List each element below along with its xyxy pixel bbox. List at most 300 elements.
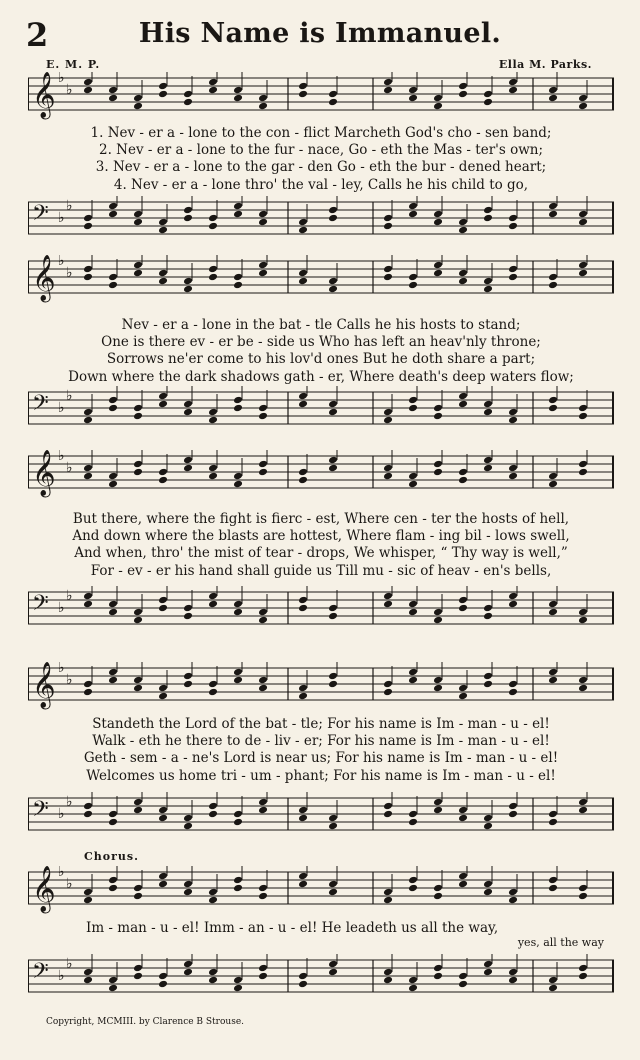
note-head — [408, 94, 418, 103]
note-head — [108, 676, 118, 685]
note-head — [258, 608, 268, 617]
note-head — [183, 285, 193, 294]
treble-staff-lines — [28, 72, 614, 120]
note-head — [328, 814, 338, 823]
note-head — [508, 810, 518, 819]
note-head — [578, 460, 588, 469]
note-head — [408, 810, 418, 819]
lyric-line: 2. Nev - er a - lone to the fur - nace, Go - eth the Mas - ter's own; — [98, 142, 544, 159]
note-head — [408, 818, 418, 827]
note-head — [508, 680, 518, 689]
note-head — [258, 684, 268, 693]
bass-staff — [28, 386, 614, 434]
note-head — [208, 265, 218, 274]
note-head — [578, 892, 588, 901]
note-head — [408, 884, 418, 893]
note-head — [483, 285, 493, 294]
lyric-line: And when, thro' the mist of tear - drops, We whisper, “ Thy way is well,” — [74, 545, 568, 562]
note-head — [578, 616, 588, 625]
note-head — [408, 396, 418, 405]
note-head — [483, 672, 493, 681]
treble-staff-lines — [28, 450, 614, 498]
note-head — [578, 684, 588, 693]
note-head — [383, 688, 393, 697]
lyric-line: Sorrows ne'er come to his lov'd ones But he doth share a part; — [106, 351, 536, 368]
note-head — [298, 692, 308, 701]
note-head — [83, 265, 93, 274]
note-head — [233, 818, 243, 827]
note-head — [108, 86, 118, 95]
note-head — [133, 261, 143, 270]
bass-staff-lines — [28, 386, 614, 434]
note-head — [548, 668, 558, 677]
note-head — [548, 472, 558, 481]
treble-clef-icon: 𝄞 — [32, 662, 56, 708]
note-head — [508, 408, 518, 417]
note-head — [158, 684, 168, 693]
note-head — [578, 964, 588, 973]
note-head — [83, 86, 93, 95]
note-head — [233, 472, 243, 481]
note-head — [298, 604, 308, 613]
note-head — [108, 273, 118, 282]
note-head — [258, 261, 268, 270]
note-head — [83, 896, 93, 905]
note-head — [483, 888, 493, 897]
note-head — [258, 412, 268, 421]
note-head — [208, 408, 218, 417]
note-head — [458, 468, 468, 477]
bass-staff-lines — [28, 792, 614, 840]
flat-icon: ♭ — [58, 968, 65, 984]
note-head — [183, 400, 193, 409]
bass-staff-lines — [28, 196, 614, 244]
note-head — [183, 98, 193, 107]
note-head — [208, 86, 218, 95]
note-head — [83, 78, 93, 87]
treble-staff — [28, 866, 614, 914]
flat-icon: ♭ — [58, 866, 65, 880]
note-head — [483, 214, 493, 223]
note-head — [458, 880, 468, 889]
lyric-line: Im - man - u - el! Imm - an - u - el! He leadeth us all the way, — [86, 920, 499, 936]
note-head — [383, 968, 393, 977]
note-head — [108, 818, 118, 827]
note-head — [508, 472, 518, 481]
note-head — [383, 802, 393, 811]
note-head — [183, 822, 193, 831]
note-head — [133, 964, 143, 973]
note-head — [578, 798, 588, 807]
note-head — [508, 688, 518, 697]
note-head — [233, 676, 243, 685]
note-head — [458, 82, 468, 91]
note-head — [298, 980, 308, 989]
note-head — [108, 608, 118, 617]
flat-icon: ♭ — [58, 600, 65, 616]
note-head — [548, 94, 558, 103]
note-head — [83, 968, 93, 977]
note-head — [578, 269, 588, 278]
note-head — [158, 604, 168, 613]
note-head — [158, 596, 168, 605]
flat-icon: ♭ — [66, 265, 73, 281]
note-head — [208, 273, 218, 282]
note-head — [328, 214, 338, 223]
note-head — [578, 102, 588, 111]
note-head — [83, 680, 93, 689]
note-head — [258, 964, 268, 973]
note-head — [548, 600, 558, 609]
note-head — [433, 460, 443, 469]
note-head — [298, 684, 308, 693]
note-head — [433, 884, 443, 893]
treble-staff — [28, 255, 614, 303]
note-head — [108, 668, 118, 677]
bass-staff-lines — [28, 586, 614, 634]
note-head — [483, 400, 493, 409]
note-head — [508, 86, 518, 95]
note-head — [328, 880, 338, 889]
note-head — [258, 892, 268, 901]
verse-lyrics — [28, 125, 614, 194]
note-head — [183, 408, 193, 417]
note-head — [83, 472, 93, 481]
flat-icon: ♭ — [66, 956, 73, 972]
chorus-label: Chorus. — [84, 850, 139, 863]
note-head — [383, 86, 393, 95]
note-head — [328, 285, 338, 294]
note-head — [483, 822, 493, 831]
note-head — [578, 404, 588, 413]
note-head — [548, 984, 558, 993]
note-head — [83, 214, 93, 223]
note-head — [408, 210, 418, 219]
note-head — [208, 222, 218, 231]
note-head — [383, 888, 393, 897]
note-head — [158, 468, 168, 477]
note-head — [483, 206, 493, 215]
alt-lyric: yes, all the way — [517, 936, 604, 949]
note-head — [208, 888, 218, 897]
lyric-line: And down where the blasts are hottest, Where flam - ing bil - lows swell, — [72, 528, 570, 545]
note-head — [233, 810, 243, 819]
note-head — [328, 612, 338, 621]
bass-staff — [28, 954, 614, 1002]
note-head — [208, 464, 218, 473]
note-head — [83, 408, 93, 417]
note-head — [408, 281, 418, 290]
note-head — [233, 480, 243, 489]
note-head — [83, 888, 93, 897]
note-head — [408, 668, 418, 677]
note-head — [133, 412, 143, 421]
note-head — [508, 464, 518, 473]
note-head — [208, 214, 218, 223]
note-head — [133, 608, 143, 617]
note-head — [433, 964, 443, 973]
note-head — [298, 806, 308, 815]
lyric-line: For - ev - er his hand shall guide us Till mu - sic of heav - en's bells, — [90, 562, 552, 579]
note-head — [433, 608, 443, 617]
note-head — [383, 810, 393, 819]
note-head — [383, 273, 393, 282]
note-head — [258, 269, 268, 278]
bass-staff — [28, 792, 614, 840]
lyric-line: Welcomes us home tri - um - phant; For his name is Im - man - u - el! — [86, 767, 556, 784]
treble-staff — [28, 662, 614, 710]
note-head — [258, 404, 268, 413]
note-head — [408, 480, 418, 489]
note-head — [108, 810, 118, 819]
note-head — [458, 218, 468, 227]
note-head — [183, 214, 193, 223]
note-head — [108, 281, 118, 290]
note-head — [458, 980, 468, 989]
lyric-line: But there, where the fight is fierc - est, Where cen - ter the hosts of hell, — [72, 511, 570, 527]
page-number: 2 — [26, 16, 49, 54]
note-head — [233, 404, 243, 413]
note-head — [433, 210, 443, 219]
note-head — [508, 802, 518, 811]
note-head — [548, 86, 558, 95]
note-head — [408, 676, 418, 685]
note-head — [408, 600, 418, 609]
bass-clef-icon: 𝄢 — [32, 959, 49, 989]
note-head — [298, 226, 308, 235]
note-head — [183, 880, 193, 889]
note-head — [208, 896, 218, 905]
note-head — [548, 810, 558, 819]
note-head — [258, 616, 268, 625]
note-head — [298, 277, 308, 286]
flat-icon: ♭ — [66, 388, 73, 404]
note-head — [133, 94, 143, 103]
note-head — [108, 202, 118, 211]
note-head — [183, 888, 193, 897]
note-head — [433, 972, 443, 981]
note-head — [258, 884, 268, 893]
note-head — [158, 972, 168, 981]
note-head — [383, 464, 393, 473]
note-head — [328, 408, 338, 417]
note-head — [458, 972, 468, 981]
note-head — [548, 396, 558, 405]
note-head — [258, 468, 268, 477]
flat-icon: ♭ — [66, 198, 73, 214]
note-head — [298, 218, 308, 227]
note-head — [208, 968, 218, 977]
note-head — [258, 806, 268, 815]
note-head — [158, 277, 168, 286]
note-head — [233, 281, 243, 290]
note-head — [233, 94, 243, 103]
note-head — [383, 472, 393, 481]
treble-clef-icon: 𝄞 — [32, 255, 56, 301]
note-head — [298, 596, 308, 605]
note-head — [208, 472, 218, 481]
note-head — [458, 392, 468, 401]
note-head — [158, 476, 168, 485]
note-head — [183, 277, 193, 286]
note-head — [383, 976, 393, 985]
note-head — [508, 968, 518, 977]
note-head — [433, 676, 443, 685]
note-head — [133, 798, 143, 807]
note-head — [433, 269, 443, 278]
note-head — [133, 972, 143, 981]
note-head — [548, 273, 558, 282]
note-head — [408, 273, 418, 282]
note-head — [328, 277, 338, 286]
note-head — [258, 460, 268, 469]
note-head — [383, 222, 393, 231]
note-head — [383, 416, 393, 425]
note-head — [233, 976, 243, 985]
note-head — [383, 408, 393, 417]
note-head — [208, 688, 218, 697]
note-head — [328, 888, 338, 897]
note-head — [158, 392, 168, 401]
verse-lyrics — [28, 317, 614, 386]
note-head — [158, 90, 168, 99]
note-head — [383, 265, 393, 274]
treble-clef-icon: 𝄞 — [32, 72, 56, 118]
flat-icon: ♭ — [66, 588, 73, 604]
note-head — [83, 464, 93, 473]
note-head — [258, 972, 268, 981]
note-head — [233, 668, 243, 677]
note-head — [328, 464, 338, 473]
note-head — [433, 892, 443, 901]
note-head — [183, 206, 193, 215]
note-head — [83, 810, 93, 819]
bass-staff — [28, 586, 614, 634]
note-head — [408, 404, 418, 413]
note-head — [158, 226, 168, 235]
note-head — [183, 456, 193, 465]
note-head — [108, 884, 118, 893]
flat-icon: ♭ — [66, 460, 73, 476]
lyric-line: Geth - sem - a - ne's Lord is near us; For his name is Im - man - u - el! — [83, 750, 559, 767]
note-head — [133, 806, 143, 815]
bass-staff — [28, 196, 614, 244]
note-head — [298, 814, 308, 823]
note-head — [183, 90, 193, 99]
note-head — [508, 416, 518, 425]
note-head — [408, 472, 418, 481]
note-head — [433, 616, 443, 625]
note-head — [258, 676, 268, 685]
note-head — [508, 896, 518, 905]
note-head — [298, 872, 308, 881]
note-head — [578, 412, 588, 421]
note-head — [508, 265, 518, 274]
note-head — [83, 592, 93, 601]
note-head — [208, 592, 218, 601]
bass-clef-icon: 𝄢 — [32, 201, 49, 231]
flat-icon: ♭ — [66, 794, 73, 810]
note-head — [433, 798, 443, 807]
lyric-line: Down where the dark shadows gath - er, Where death's deep waters flow; — [68, 368, 574, 385]
hymn-title: His Name is Immanuel. — [138, 18, 502, 49]
note-head — [83, 688, 93, 697]
note-head — [383, 592, 393, 601]
note-head — [548, 976, 558, 985]
note-head — [133, 884, 143, 893]
flat-icon: ♭ — [58, 210, 65, 226]
note-head — [328, 968, 338, 977]
note-head — [158, 880, 168, 889]
note-head — [233, 884, 243, 893]
note-head — [578, 261, 588, 270]
note-head — [133, 269, 143, 278]
note-head — [458, 596, 468, 605]
note-head — [458, 277, 468, 286]
note-head — [433, 684, 443, 693]
note-head — [233, 600, 243, 609]
note-head — [578, 218, 588, 227]
note-head — [108, 210, 118, 219]
note-head — [548, 202, 558, 211]
flat-icon: ♭ — [66, 876, 73, 892]
note-head — [233, 273, 243, 282]
note-head — [578, 676, 588, 685]
note-head — [508, 222, 518, 231]
note-head — [298, 82, 308, 91]
flat-icon: ♭ — [58, 662, 65, 676]
verse-lyrics — [28, 511, 614, 580]
note-head — [158, 692, 168, 701]
note-head — [83, 802, 93, 811]
note-head — [383, 78, 393, 87]
note-head — [578, 806, 588, 815]
note-head — [183, 604, 193, 613]
note-head — [328, 672, 338, 681]
note-head — [133, 684, 143, 693]
note-head — [408, 876, 418, 885]
note-head — [298, 476, 308, 485]
lyric-line: Standeth the Lord of the bat - tle; For his name is Im - man - u - el! — [92, 716, 550, 732]
note-head — [578, 94, 588, 103]
note-head — [83, 600, 93, 609]
note-head — [208, 976, 218, 985]
note-head — [458, 692, 468, 701]
note-head — [158, 806, 168, 815]
flat-icon: ♭ — [58, 72, 65, 86]
note-head — [508, 888, 518, 897]
treble-staff — [28, 72, 614, 120]
note-head — [433, 806, 443, 815]
note-head — [83, 222, 93, 231]
note-head — [208, 78, 218, 87]
note-head — [508, 273, 518, 282]
note-head — [483, 464, 493, 473]
note-head — [133, 102, 143, 111]
note-head — [328, 400, 338, 409]
note-head — [483, 98, 493, 107]
note-head — [158, 218, 168, 227]
note-head — [328, 604, 338, 613]
note-head — [433, 404, 443, 413]
note-head — [133, 676, 143, 685]
composer-initials: E. M. P. — [46, 58, 101, 71]
note-head — [258, 210, 268, 219]
note-head — [133, 218, 143, 227]
note-head — [258, 102, 268, 111]
note-head — [483, 90, 493, 99]
note-head — [83, 273, 93, 282]
